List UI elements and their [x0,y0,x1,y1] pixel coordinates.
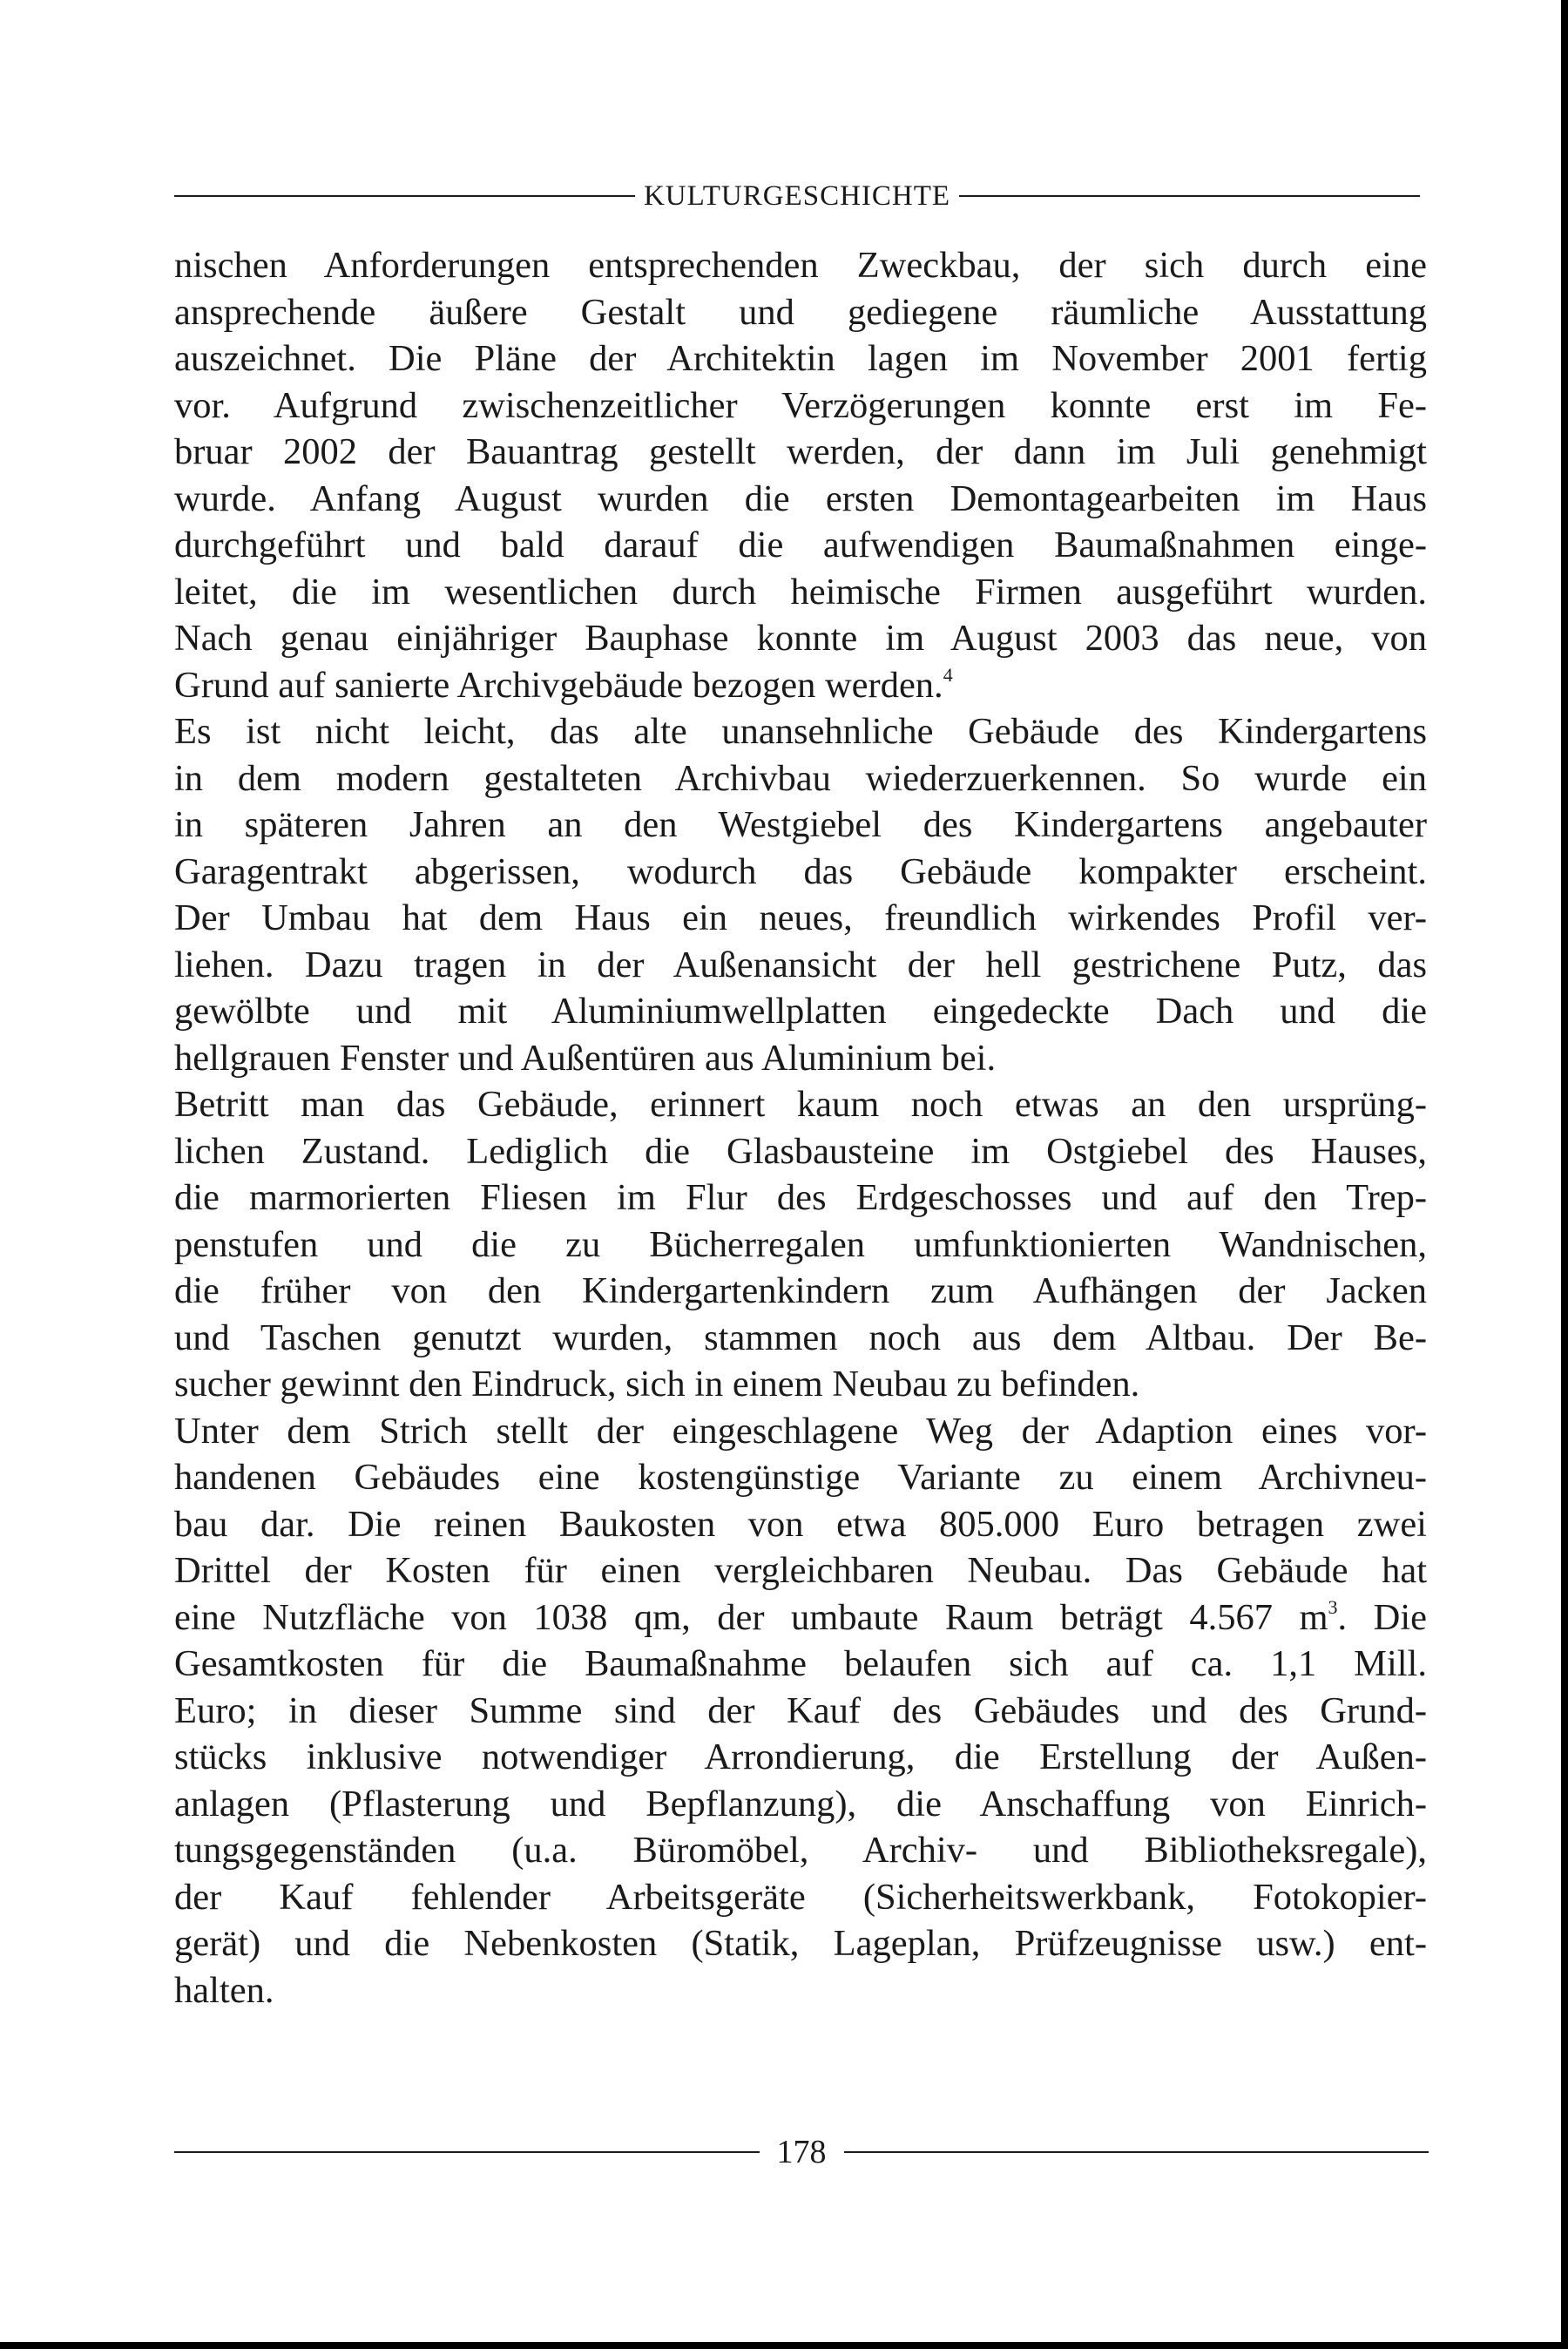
text-line: Nach genau einjähriger Bauphase konnte im August 2003 das neue, von [174,618,1427,659]
text-line: Der Umbau hat dem Haus ein neues, freundlich wirkendes Profil ver- [174,897,1427,938]
running-head-rule-right [959,195,1420,197]
text-line: bruar 2002 der Bauantrag gestellt werden, der dann im Juli genehmigt [174,431,1427,472]
paragraph-exterior [174,708,1427,1081]
running-head [174,179,1420,213]
running-head-rule-left [174,195,635,197]
text-line: nischen Anforderungen entsprechenden Zweckbau, der sich durch eine [174,245,1427,286]
text-line: wurde. Anfang August wurden die ersten Demontagearbeiten im Haus [174,477,1427,519]
text-line: anlagen (Pflasterung und Bepflanzung), die Anschaffung von Einrich- [174,1783,1427,1824]
text-line: die marmorierten Fliesen im Flur des Erdgeschosses und auf den Trep- [174,1177,1427,1218]
text-line-content: eine Nutzfläche von 1038 qm, der umbaute Raum beträgt 4.567 m [174,1596,1328,1638]
text-line [174,1594,1427,1642]
paragraph-costs [174,1408,1427,2014]
running-head-title: KULTURGESCHICHTE [643,180,951,212]
body-text [174,242,1427,2014]
footer-rule-right [844,2151,1429,2153]
footer-rule-left [174,2151,760,2153]
text-line: auszeichnet. Die Pläne der Architektin lagen im November 2001 fertig [174,338,1427,379]
text-line: Betritt man das Gebäude, erinnert kaum noch etwas an den ursprüng- [174,1084,1427,1125]
text-line: Gesamtkosten für die Baumaßnahme belaufen sich auf ca. 1,1 Mill. [174,1643,1427,1684]
page-number: 178 [776,2134,827,2170]
text-line: tungsgegenständen (u.a. Büromöbel, Archiv- und Bibliotheksregale), [174,1830,1427,1871]
text-line: hellgrauen Fenster und Außentüren aus Aluminium bei. [174,1037,997,1079]
text-line: gerät) und die Nebenkosten (Statik, Lageplan, Prüfzeugnisse usw.) ent- [174,1923,1427,1964]
text-line: die früher von den Kindergartenkindern zum Aufhängen der Jacken [174,1270,1427,1311]
text-line: Euro; in dieser Summe sind der Kauf des Gebäudes und des Grund- [174,1689,1427,1731]
text-line: in dem modern gestalteten Archivbau wiederzuerkennen. So wurde ein [174,757,1427,799]
text-line: der Kauf fehlender Arbeitsgeräte (Sicherheitswerkbank, Fotokopier- [174,1876,1427,1918]
paragraph-construction-timeline [174,242,1427,708]
page-footer [174,2130,1429,2174]
text-line: Es ist nicht leicht, das alte unansehnliche Gebäude des Kindergartens [174,711,1427,752]
unit-exponent: 3 [1328,1595,1338,1618]
text-line: stücks inklusive notwendiger Arrondierung, die Erstellung der Außen- [174,1736,1427,1777]
paragraph-interior [174,1081,1427,1408]
text-line: Garagentrakt abgerissen, wodurch das Gebäude kompakter erscheint. [174,850,1427,892]
text-line: leitet, die im wesentlichen durch heimische Firmen ausgeführt wurden. [174,571,1427,613]
text-line: durchgeführt und bald darauf die aufwendigen Baumaßnahmen einge- [174,525,1427,565]
text-line: liehen. Dazu tragen in der Außenansicht der hell gestrichene Putz, das [174,944,1427,985]
text-line: und Taschen genutzt wurden, stammen noch aus dem Altbau. Der Be- [174,1317,1427,1358]
text-line: ansprechende äußere Gestalt und gediegene räumliche Ausstattung [174,291,1427,333]
footnote-reference: 4 [943,663,953,686]
text-line: Unter dem Strich stellt der eingeschlagene Weg der Adaption eines vor- [174,1410,1427,1452]
text-line [174,662,1427,709]
text-line: lichen Zustand. Lediglich die Glasbausteine im Ostgiebel des Hauses, [174,1130,1427,1172]
text-line: sucher gewinnt den Eindruck, sich in einem Neubau zu befinden. [174,1364,1140,1405]
text-line: gewölbte und mit Aluminiumwellplatten eingedeckte Dach und die [174,991,1427,1032]
text-line: in späteren Jahren an den Westgiebel des Kindergartens angebauter [174,804,1427,845]
text-line: handenen Gebäudes eine kostengünstige Variante zu einem Archivneu- [174,1457,1427,1498]
text-line: Drittel der Kosten für einen vergleichbaren Neubau. Das Gebäude hat [174,1550,1427,1591]
text-line-content: Grund auf sanierte Archivgebäude bezogen werden. [174,664,943,706]
text-line-content: . Die [1337,1596,1427,1638]
text-line: vor. Aufgrund zwischenzeitlicher Verzögerungen konnte erst im Fe- [174,384,1427,426]
text-line: halten. [174,1969,274,2011]
text-line: bau dar. Die reinen Baukosten von etwa 805.000 Euro betragen zwei [174,1503,1427,1545]
text-line: penstufen und die zu Bücherregalen umfunktionierten Wandnischen, [174,1223,1427,1265]
